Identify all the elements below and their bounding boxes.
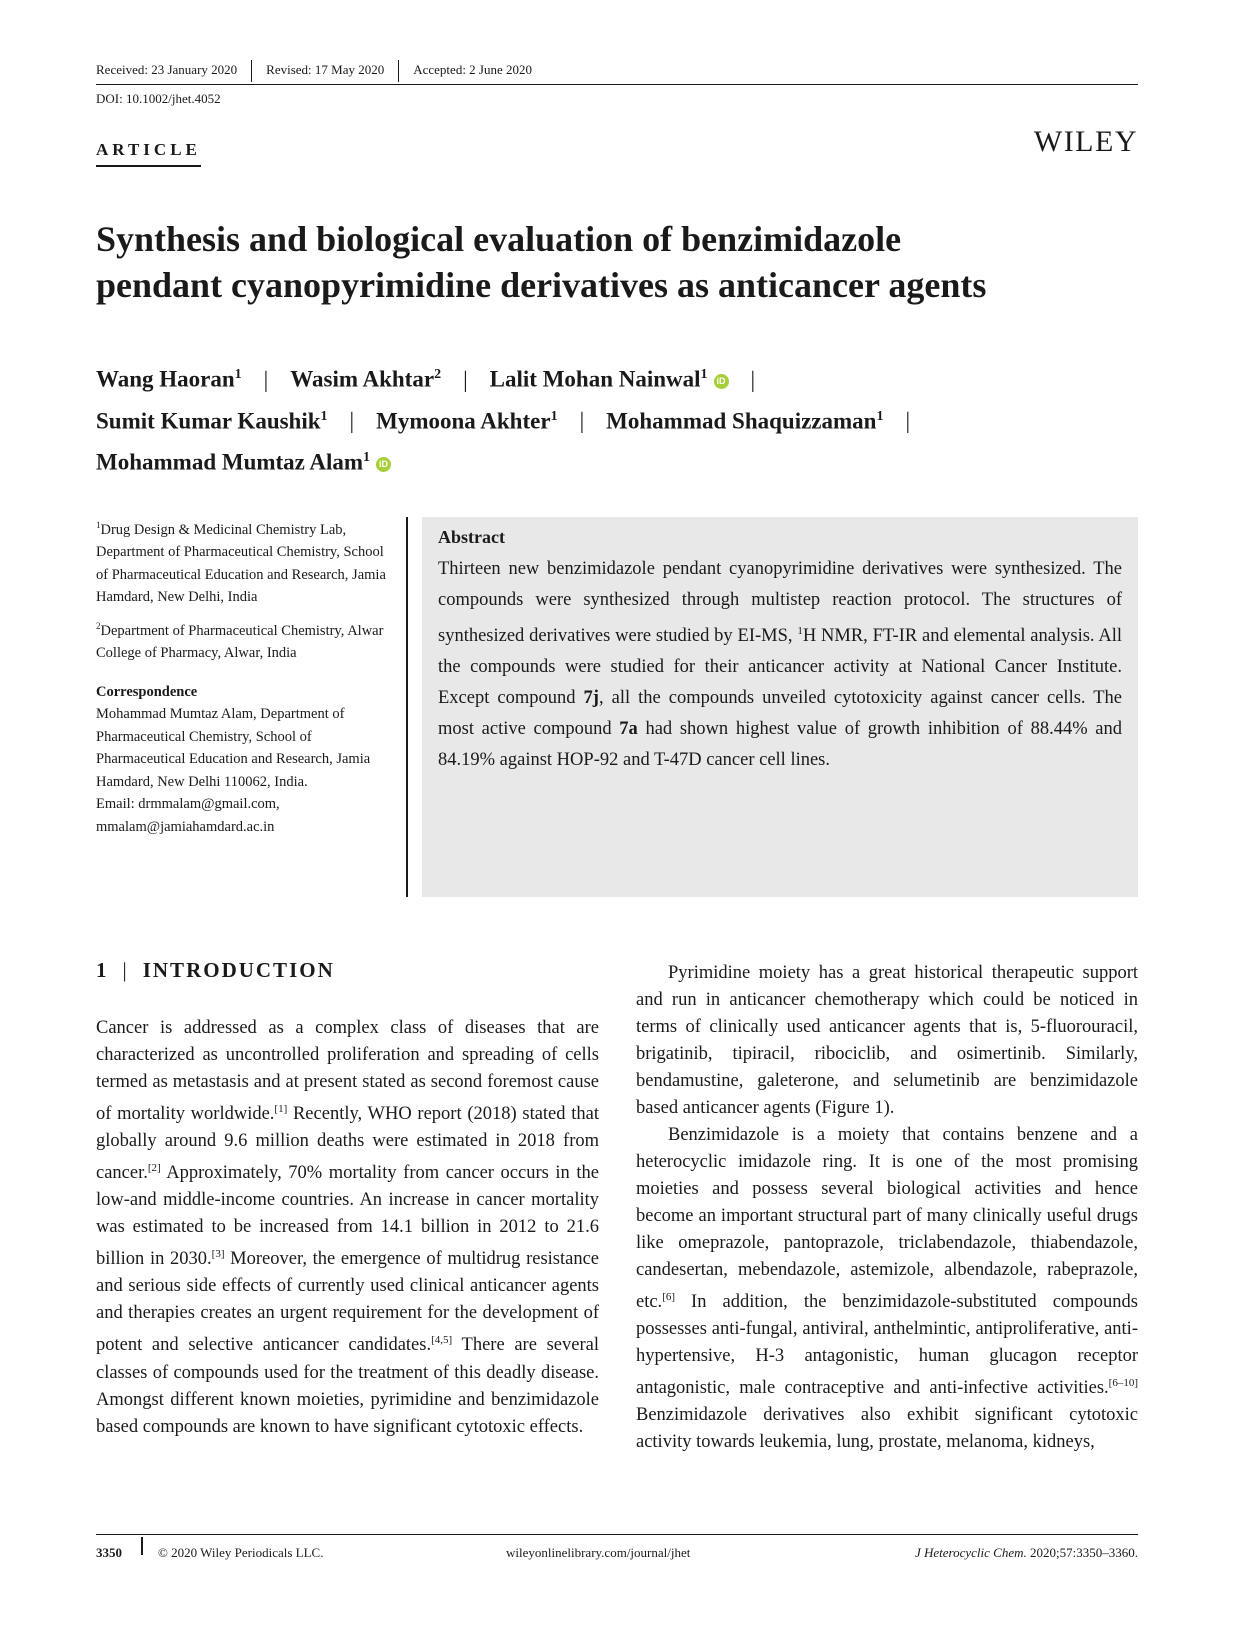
page-number: 3350: [96, 1545, 122, 1560]
affiliation-text: Drug Design & Medicinal Chemistry Lab, Department of Pharmaceutical Chemistry, School of Pharmaceutical Education and Research, Jamia Hamdard, New Delhi, India: [96, 521, 386, 606]
intro-paragraph-2: Pyrimidine moiety has a great historical therapeutic support and run in anticancer chemotherapy which could be noticed in terms of clinically used anticancer agents that is, 5-fluorouracil, brigatinib, tipiracil, ribociclib, and osimertinib. Similarly, bendamustine, galeterone, and selumetinib are benzimidazole based anticancer agents (Figure 1).: [636, 963, 1138, 1118]
paper-title: [96, 216, 1156, 308]
author-list: [96, 356, 1156, 481]
copyright: © 2020 Wiley Periodicals LLC.: [158, 1545, 324, 1560]
affiliations-column: [96, 514, 396, 838]
orcid-icon[interactable]: iD: [376, 457, 391, 472]
affiliation-number: 2: [96, 620, 101, 631]
orcid-icon[interactable]: iD: [714, 374, 729, 389]
section-title: INTRODUCTION: [142, 958, 335, 982]
received-date: Received: 23 January 2020: [96, 62, 238, 77]
revised-date: Revised: 17 May 2020: [251, 60, 398, 82]
affiliation-2: [96, 615, 396, 665]
correspondence-email[interactable]: Email: drmmalam@gmail.com, mmalam@jamiahamdard.ac.in: [96, 796, 280, 835]
citation-ref[interactable]: [2]: [147, 1162, 161, 1175]
article-history: [96, 60, 1138, 85]
affiliation-marker: 2: [434, 367, 442, 382]
author-name[interactable]: Wasim Akhtar: [290, 366, 435, 392]
intro-paragraph-1: Cancer is addressed as a complex class of diseases that are characterized as uncontrolled proliferation and spreading of cells termed as metastasis and at present stated as second foremost cause of mortality worldwide.[1] Recently, WHO report (2018) stated that globally around 9.6 million deaths were estimated in 2018 from cancer.[2] Approximately, 70% mortality from cancer occurs in the low-and middle-income countries. An increase in cancer mortality was estimated to be increased from 14.1 billion in 2012 to 21.6 billion in 2030.[3] Moreover, the emergence of multidrug resistance and serious side effects of currently used clinical anticancer agents and therapies creates an urgent requirement for the development of potent and selective anticancer candidates.[4,5] There are several classes of compounds used for the treatment of this deadly disease. Amongst different known moieties, pyrimidine and benzimidazole based compounds are known to have significant cytotoxic effects.: [96, 1018, 600, 1437]
affiliation-marker: 1: [320, 408, 328, 424]
intro-column-left: [96, 1015, 599, 1441]
section-separator: |: [122, 958, 129, 982]
author-name[interactable]: Mymoona Akhter: [376, 408, 551, 434]
author-separator: |: [349, 408, 355, 434]
author-line-2: [96, 398, 1156, 440]
intro-paragraph-3: Benzimidazole is a moiety that contains benzene and a heterocyclic imidazole ring. It is one of the most promising moieties and possess several biological activities and hence become an important structural part of many clinically useful drugs like omeprazole, pantoprazole, triclabendazole, thiabendazole, candesertan, mebendazole, astemizole, albendazole, rabeprazole, etc.[6] In addition, the benzimidazole-substituted compounds possesses anti-fungal, antiviral, anthelmintic, antiproliferative, anti-hypertensive, H-3 antagonistic, human glucagon receptor antagonistic, male contraceptive and anti-infective activities.[6–10] Benzimidazole derivatives also exhibit significant cytotoxic activity towards leukemia, lung, prostate, melanoma, kidneys,: [636, 1125, 1138, 1453]
citation-ref[interactable]: [6]: [662, 1291, 676, 1303]
author-name[interactable]: Mohammad Shaquizzaman: [606, 408, 877, 434]
compound-label: 7j: [583, 688, 599, 709]
author-separator: |: [463, 366, 468, 392]
intro-column-right: [636, 960, 1138, 1456]
article-type-label: ARTICLE: [96, 140, 201, 167]
affiliation-marker: 1: [234, 367, 242, 382]
journal-url[interactable]: wileyonlinelibrary.com/journal/jhet: [506, 1545, 691, 1560]
author-name[interactable]: Mohammad Mumtaz Alam: [96, 449, 364, 475]
author-separator: |: [905, 408, 911, 434]
section-number: 1: [96, 958, 109, 982]
abstract-text: Thirteen new benzimidazole pendant cyanopyrimidine derivatives were synthesized. The compounds were synthesized through multistep reaction protocol. The structures of synthesized derivatives were studied by EI-MS, $^1$H NMR, FT-IR and elemental analysis. All the compounds were studied for their anticancer activity at National Cancer Institute. Except compound 7j, all the compounds unveiled cytotoxicity against cancer cells. The most active compound 7a had shown highest value of growth inhibition of 88.44% and 84.19% against HOP-92 and T-47D cancer cell lines.: [438, 559, 1123, 771]
affiliation-marker: 1: [363, 450, 371, 466]
affiliation-text: Department of Pharmaceutical Chemistry, Alwar College of Pharmacy, Alwar, India: [96, 622, 384, 662]
affiliation-number: 1: [96, 520, 101, 530]
citation-ref[interactable]: [6–10]: [1108, 1377, 1138, 1390]
compound-label: 7a: [619, 719, 638, 740]
journal-citation: J Heterocyclic Chem. 2020;57:3350–3360.: [914, 1545, 1138, 1560]
author-name[interactable]: Lalit Mohan Nainwal: [489, 366, 701, 392]
citation-ref[interactable]: [3]: [211, 1248, 225, 1261]
footer-divider: [141, 1537, 143, 1555]
author-name[interactable]: Sumit Kumar Kaushik: [96, 408, 321, 434]
abstract-box: [422, 517, 1138, 897]
publisher-logo: WILEY: [1033, 125, 1138, 158]
page-footer: [96, 1534, 1138, 1560]
abstract-heading: Abstract: [438, 527, 505, 547]
title-line-2: pendant cyanopyrimidine derivatives as anticancer agents: [96, 265, 987, 305]
section-heading-introduction: [96, 958, 335, 983]
affiliation-marker: 1: [700, 367, 708, 382]
doi[interactable]: DOI: 10.1002/jhet.4052: [96, 91, 221, 106]
author-separator: |: [263, 366, 269, 392]
affiliation-marker: 1: [876, 408, 884, 424]
affiliation-marker: 1: [550, 408, 558, 424]
citation-ref[interactable]: [1]: [274, 1103, 288, 1115]
affiliation-1: [96, 514, 396, 609]
accepted-date: Accepted: 2 June 2020: [398, 60, 546, 82]
citation-ref[interactable]: [4,5]: [431, 1334, 453, 1347]
author-line-3: [96, 439, 1156, 481]
author-separator: |: [750, 366, 756, 392]
column-divider: [406, 517, 408, 897]
title-line-1: Synthesis and biological evaluation of benzimidazole: [96, 219, 902, 259]
author-name[interactable]: Wang Haoran: [96, 366, 235, 392]
author-separator: |: [579, 408, 585, 434]
correspondence-body: Mohammad Mumtaz Alam, Department of Pharmaceutical Chemistry, School of Pharmaceutical Education and Research, Jamia Hamdard, New Delhi 110062, India.: [96, 706, 371, 790]
author-line-1: [96, 356, 1156, 398]
correspondence-heading: Correspondence: [96, 683, 198, 700]
